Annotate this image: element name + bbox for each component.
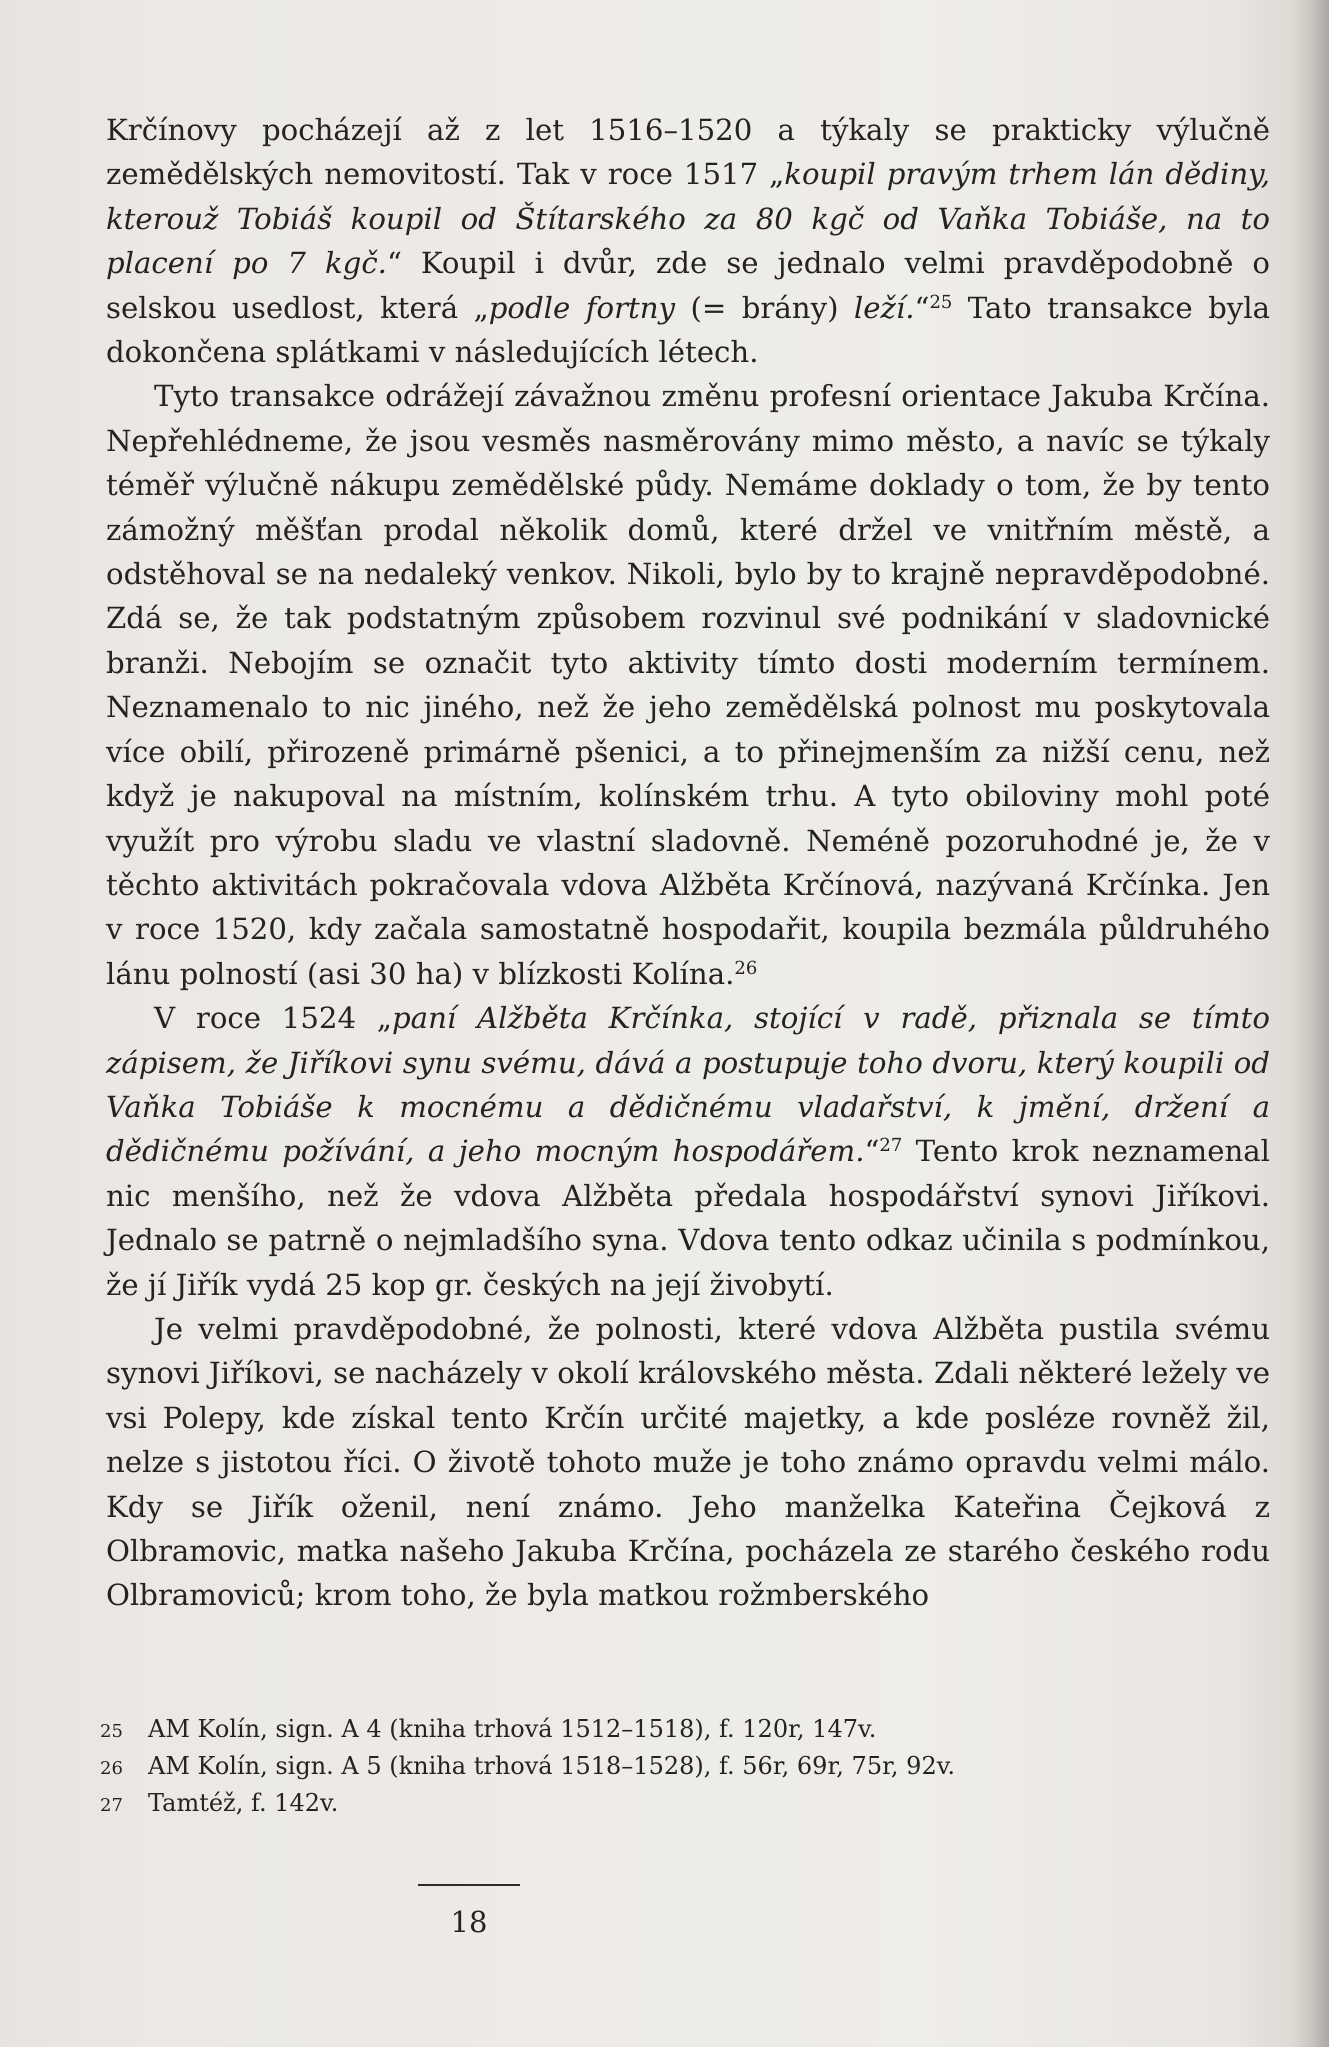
quote-italic: paní Alžběta Krčínka, stojící v radě, přiznala se tímto zápisem, že Jiříkovi synu svému, dává a postupuje toho dvoru, který koupili od Vaňka Tobiáše k mocnému a dědičnému vladařství, k jmění, držení a dědičnému požívání, a jeho mocným hospodářem. [106,1001,1270,1169]
quote-italic: leží. [853,290,915,325]
paragraph-4 [106,1307,1270,1618]
footnote-number: 25 [100,1721,123,1742]
page-number: 18 [450,1905,488,1939]
paragraph-3 [106,996,1270,1307]
footnote-text: AM Kolín, sign. A 5 (kniha trhová 1518–1528), f. 56r, 69r, 75r, 92v. [148,1752,956,1780]
footnote-reference-27: 27 [879,1135,903,1157]
paragraph-3-segment-3: “ [864,1134,880,1169]
footnote-26 [100,1749,1250,1786]
footnote-number: 26 [100,1758,123,1779]
paragraph-4-segment-1: Je velmi pravděpodobné, že polnosti, které vdova Alžběta pustila svému synovi Jiříkovi, se nacházely v okolí královského města. Zdali některé ležely ve vsi Polepy, kde získal tento Krčín určité majetky, a kde posléze rovněž žil, nelze s jistotou říci. O životě tohoto muže je toho známo opravdu velmi málo. Kdy se Jiřík oženil, není známo. Jeho manželka Kateřina Čejková z Olbramovic, matka našeho Jakuba Krčína, pocházela ze starého českého rodu Olbramoviců; krom toho, že byla matkou rožmberského [106,1311,1270,1613]
paragraph-1-segment-9: Tato transakce byla dokončena splátkami v následujících létech. [106,290,1271,370]
quote-italic: koupil pravým trhem lán dědiny, kterouž Tobiáš koupil od Štítarského za 80 kgč od Vaňka Tobiáše, na to placení po 7 kgč. [106,157,1271,281]
spine-shadow [1293,0,1329,2047]
main-text-block [106,108,1270,1618]
paragraph-2-segment-1: Tyto transakce odrážejí závažnou změnu profesní orientace Jakuba Krčína. Nepřehlédneme, že jsou vesměs nasměrovány mimo město, a navíc se týkaly téměř výlučně nákupu zemědělské půdy. Nemáme doklady o tom, že by tento zámožný měšťan prodal několik domů, které držel ve vnitřním městě, a odstěhoval se na nedaleký venkov. Nikoli, bylo by to krajně nepravděpodobné. Zdá se, že tak podstatným způsobem rozvinul své podnikání v sladovnické branži. Nebojím se označit tyto aktivity tímto dosti moderním termínem. Neznamenalo to nic jiného, než že jeho zemědělská polnost mu poskytovala více obilí, přirozeně primárně pšenici, a to přinejmenším za nižší cenu, než když je nakupoval na místním, kolínském trhu. A tyto obiloviny mohl poté využít pro výrobu sladu ve vlastní sladovně. Neméně pozoruhodné je, že v těchto aktivitách pokračovala vdova Alžběta Krčínová, nazývaná Krčínka. Jen v roce 1520, kdy začala samostatně hospodařit, koupila bezmála půldruhého lánu polností (asi 30 ha) v blízkosti Kolína. [106,379,1270,991]
footnote-reference-25: 25 [929,291,953,313]
footnote-text: AM Kolín, sign. A 4 (kniha trhová 1512–1518), f. 120r, 147v. [148,1715,877,1743]
footnote-text: Tamtéž, f. 142v. [148,1789,339,1817]
paragraph-1-segment-5: (= brány) [675,290,854,325]
footnote-number: 27 [100,1795,123,1816]
footnote-25 [100,1712,1250,1749]
paragraph-1-segment-7: “ [914,290,930,325]
paragraph-2 [106,374,1270,996]
paragraph-1-segment-3: “ Koupil i dvůr, zde se jednalo velmi pravděpodobně o selskou usedlost, která „ [106,246,1270,325]
footnote-reference-26: 26 [734,957,758,979]
paragraph-1 [106,108,1270,374]
paragraph-3-segment-1: V roce 1524 „ [154,1001,392,1036]
footnotes [100,1712,1250,1823]
paragraph-3-segment-5: Tento krok neznamenal nic menšího, než že vdova Alžběta předala hospodářství synovi Jiříkovi. Jednalo se patrně o nejmladšího syna. Vdova tento odkaz učinila s podmínkou, že jí Jiřík vydá 25 kop gr. českých na její živobytí. [106,1134,1271,1302]
paragraph-1-segment-1: Krčínovy pocházejí až z let 1516–1520 a týkaly se prakticky výlučně zemědělských nemovitostí. Tak v roce 1517 „ [106,113,1270,192]
quote-italic: podle fortny [488,290,676,325]
page-number-rule [418,1884,520,1886]
footnote-27 [100,1786,1250,1823]
